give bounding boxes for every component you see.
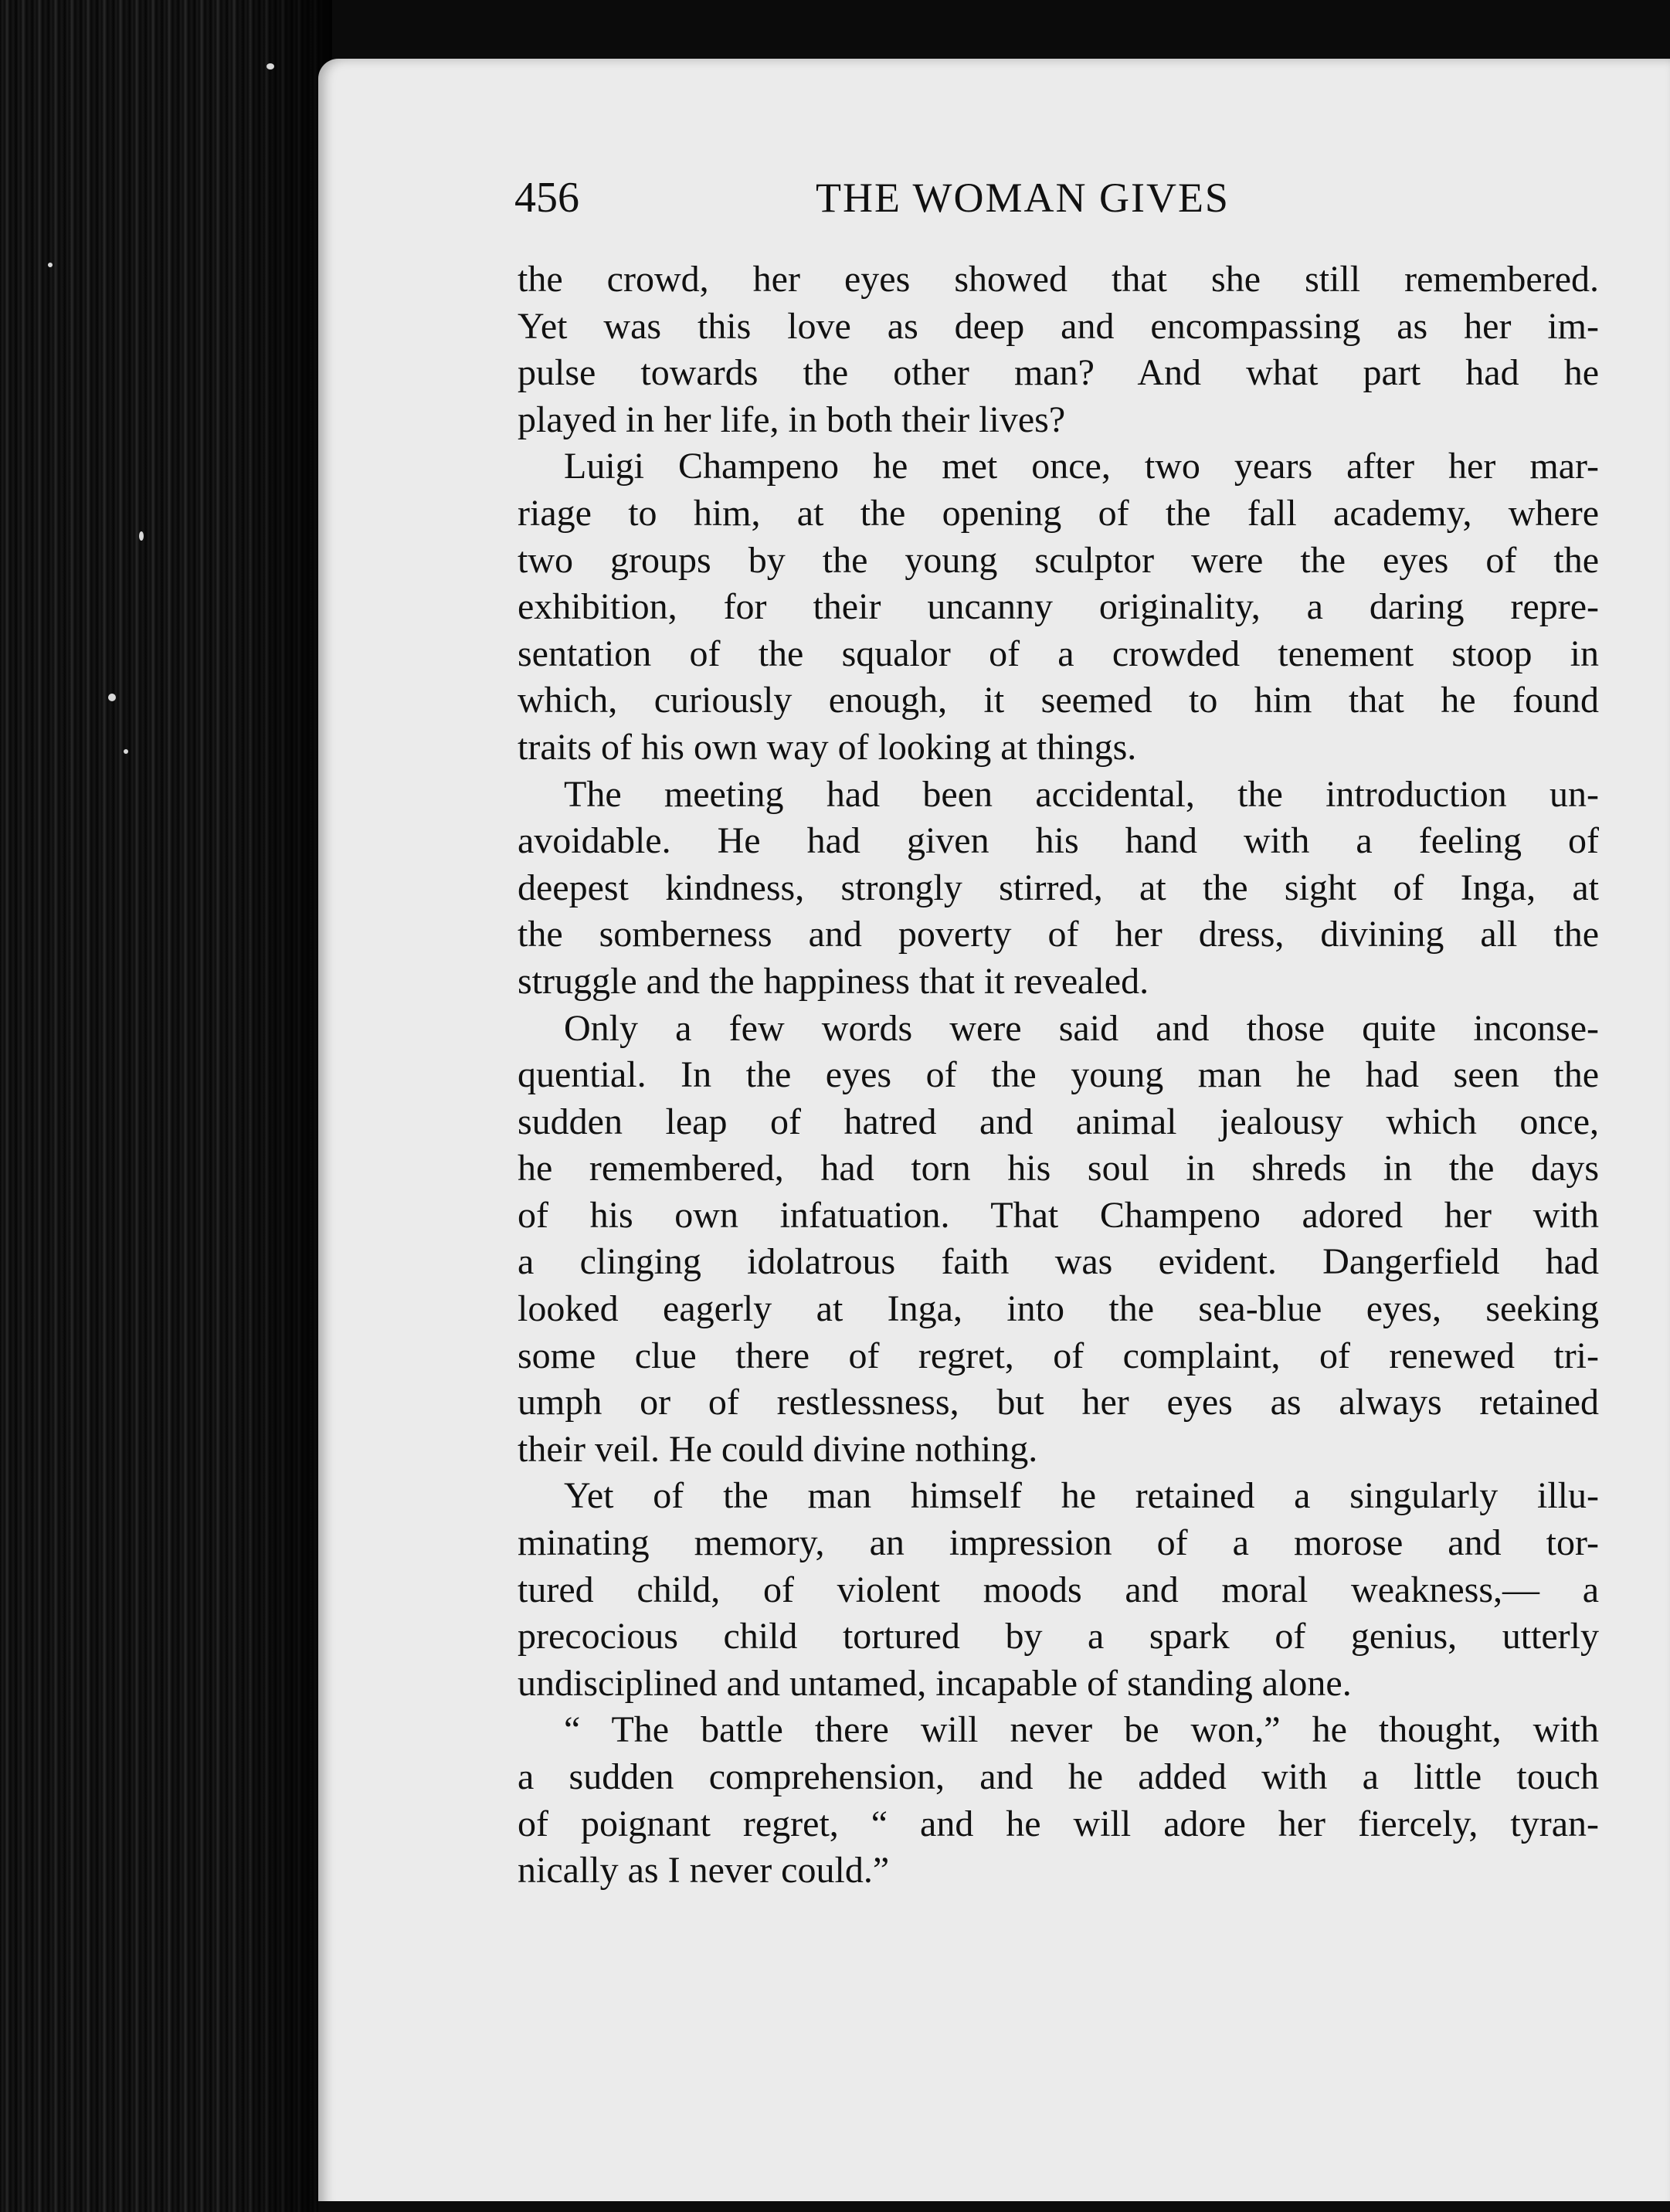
text-line: pulse towards the other man? And what part had he — [518, 352, 1599, 394]
gutter-shadow — [232, 0, 332, 2212]
text-line: a clinging idolatrous faith was evident. Dangerfield had — [518, 1241, 1599, 1283]
text-line: the crowd, her eyes showed that she still remembered. — [518, 259, 1599, 300]
text-line: of his own infatuation. That Champeno adored her with — [518, 1194, 1599, 1236]
text-line: undisciplined and untamed, incapable of standing alone. — [518, 1662, 1352, 1704]
text-line: Luigi Champeno he met once, two years after her mar- — [564, 446, 1599, 487]
text-line: riage to him, at the opening of the fall academy, where — [518, 492, 1599, 534]
text-line: he remembered, had torn his soul in shreds in the days — [518, 1148, 1599, 1189]
text-line: of poignant regret, “ and he will adore her fiercely, tyran- — [518, 1803, 1599, 1844]
dust-speck — [124, 749, 128, 754]
book-page — [318, 59, 1670, 2212]
text-line: quential. In the eyes of the young man he had seen the — [518, 1054, 1599, 1096]
text-line: the somberness and poverty of her dress, divining all the — [518, 914, 1599, 955]
text-line: deepest kindness, strongly stirred, at the sight of Inga, at — [518, 867, 1599, 908]
text-line: played in her life, in both their lives? — [518, 399, 1066, 440]
dust-speck — [108, 694, 116, 701]
text-line: Yet of the man himself he retained a singularly illu- — [564, 1475, 1599, 1517]
text-line: The meeting had been accidental, the introduction un- — [564, 773, 1599, 815]
text-line: tured child, of violent moods and moral weakness,— a — [518, 1569, 1599, 1610]
dust-speck — [48, 263, 53, 267]
text-line: avoidable. He had given his hand with a feeling of — [518, 820, 1599, 862]
text-line: exhibition, for their uncanny originality, a daring repre- — [518, 586, 1599, 628]
text-line: their veil. He could divine nothing. — [518, 1428, 1038, 1470]
dust-speck — [266, 63, 274, 70]
text-line: umph or of restlessness, but her eyes as always retained — [518, 1382, 1599, 1423]
text-line: “ The battle there will never be won,” he thought, with — [564, 1709, 1599, 1751]
page-number: 456 — [514, 174, 579, 222]
text-line: a sudden comprehension, and he added with a little touch — [518, 1756, 1599, 1797]
text-line: sentation of the squalor of a crowded tenement stoop in — [518, 633, 1599, 674]
text-line: Yet was this love as deep and encompassing as her im- — [518, 305, 1599, 347]
text-line: two groups by the young sculptor were the eyes of the — [518, 539, 1599, 581]
body-text — [518, 256, 1599, 1895]
text-line: minating memory, an impression of a morose and tor- — [518, 1522, 1599, 1564]
text-line: which, curiously enough, it seemed to him that he found — [518, 680, 1599, 721]
text-line: looked eagerly at Inga, into the sea-blue eyes, seeking — [518, 1288, 1599, 1330]
running-title: THE WOMAN GIVES — [816, 175, 1230, 221]
page-bottom-edge — [318, 2201, 1670, 2212]
text-line: some clue there of regret, of complaint, of renewed tri- — [518, 1335, 1599, 1376]
text-line: traits of his own way of looking at things. — [518, 726, 1137, 768]
dust-speck — [139, 531, 144, 541]
text-line: sudden leap of hatred and animal jealousy which once, — [518, 1101, 1599, 1142]
text-line: nically as I never could.” — [518, 1850, 890, 1891]
text-line: precocious child tortured by a spark of genius, utterly — [518, 1616, 1599, 1657]
page-header — [514, 167, 1642, 229]
text-line: struggle and the happiness that it revealed. — [518, 960, 1149, 1002]
text-line: Only a few words were said and those quite inconse- — [564, 1007, 1599, 1049]
